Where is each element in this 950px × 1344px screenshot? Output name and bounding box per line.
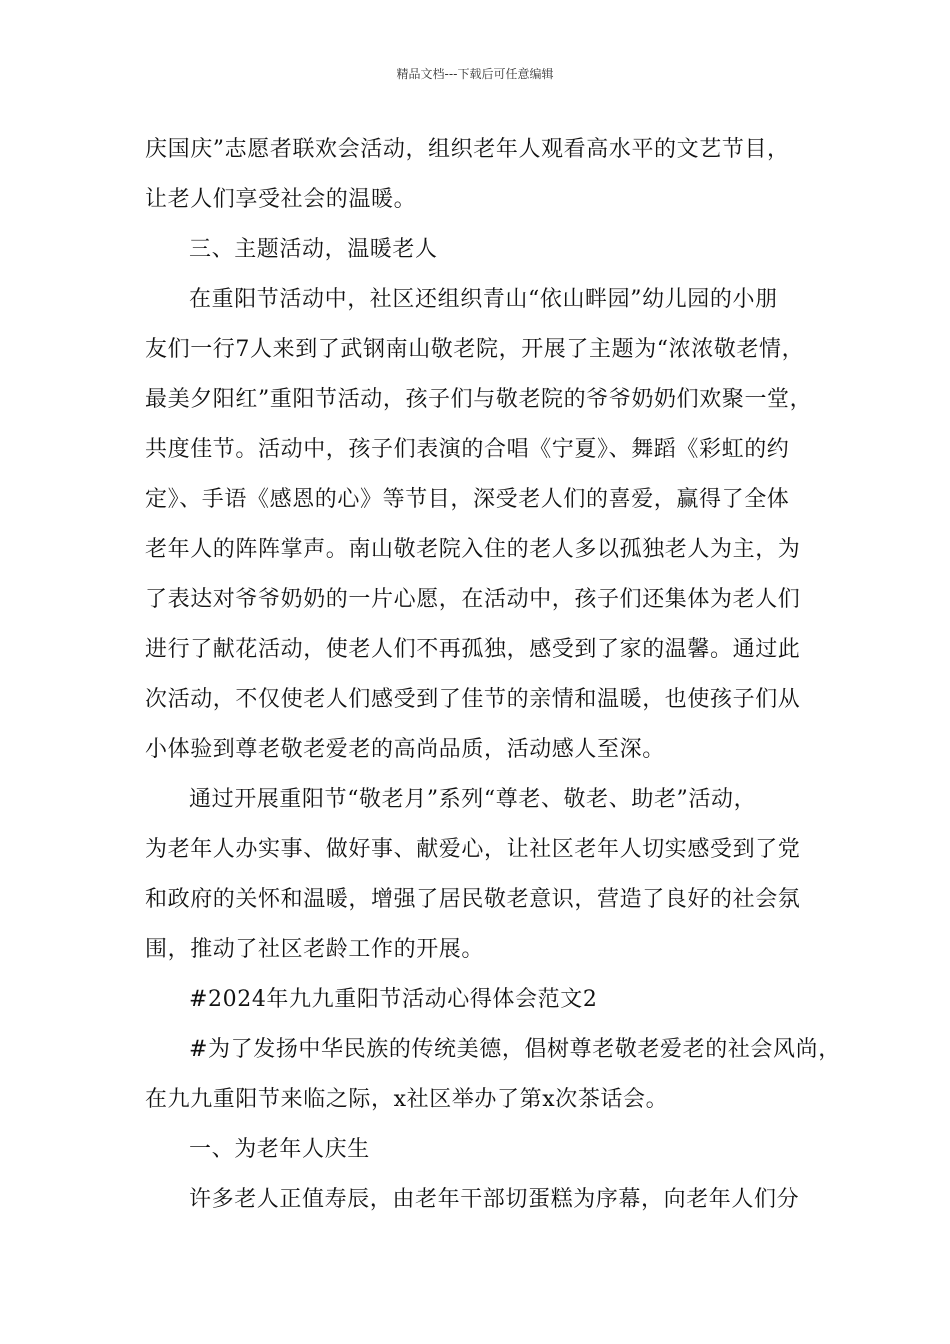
text-line: 围，推动了社区老龄工作的开展。 bbox=[145, 937, 485, 962]
section-title: #2024年九九重阳节活动心得体会范文2 bbox=[189, 987, 598, 1012]
text-line: 次活动，不仅使老人们感受到了佳节的亲情和温暖，也使孩子们从 bbox=[145, 687, 801, 712]
page-header: 精品文档---下载后可任意编辑 bbox=[396, 67, 554, 81]
text-line: 最美夕阳红”重阳节活动，孩子们与敬老院的爷爷奶奶们欢聚一堂， bbox=[145, 387, 813, 412]
section-heading: 三、主题活动，温暖老人 bbox=[189, 237, 438, 262]
text-line: 友们一行7人来到了武钢南山敬老院，开展了主题为“浓浓敬老情， bbox=[145, 337, 805, 362]
text-line: 为老年人办实事、做好事、献爱心，让社区老年人切实感受到了党 bbox=[145, 837, 801, 862]
text-line: 在九九重阳节来临之际，x社区举办了第x次茶话会。 bbox=[145, 1087, 669, 1112]
text-line: 定》、手语《感恩的心》等节目，深受老人们的喜爱，赢得了全体 bbox=[145, 487, 790, 512]
text-line: 小体验到尊老敬老爱老的高尚品质，活动感人至深。 bbox=[145, 737, 665, 762]
text-line: 了表达对爷爷奶奶的一片心愿，在活动中，孩子们还集体为老人们 bbox=[145, 587, 801, 612]
section-heading: 一、为老年人庆生 bbox=[189, 1137, 370, 1162]
text-line: 进行了献花活动，使老人们不再孤独，感受到了家的温馨。通过此 bbox=[145, 637, 801, 662]
text-line: 老年人的阵阵掌声。南山敬老院入住的老人多以孤独老人为主，为 bbox=[145, 537, 801, 562]
text-line: #为了发扬中华民族的传统美德，倡树尊老敬老爱老的社会风尚， bbox=[189, 1037, 841, 1062]
text-line: 让老人们享受社会的温暖。 bbox=[145, 187, 417, 212]
text-line: 在重阳节活动中，社区还组织青山“依山畔园”幼儿园的小朋 bbox=[189, 287, 778, 312]
text-line: 共度佳节。活动中，孩子们表演的合唱《宁夏》、舞蹈《彩虹的约 bbox=[145, 437, 790, 462]
text-line: 通过开展重阳节“敬老月”系列“尊老、敬老、助老”活动， bbox=[189, 787, 757, 812]
text-line: 和政府的关怀和温暖，增强了居民敬老意识，营造了良好的社会氛 bbox=[145, 887, 801, 912]
text-line: 许多老人正值寿辰，由老年干部切蛋糕为序幕，向老年人们分 bbox=[189, 1187, 800, 1212]
text-line: 庆国庆”志愿者联欢会活动，组织老年人观看高水平的文艺节目， bbox=[145, 137, 790, 162]
